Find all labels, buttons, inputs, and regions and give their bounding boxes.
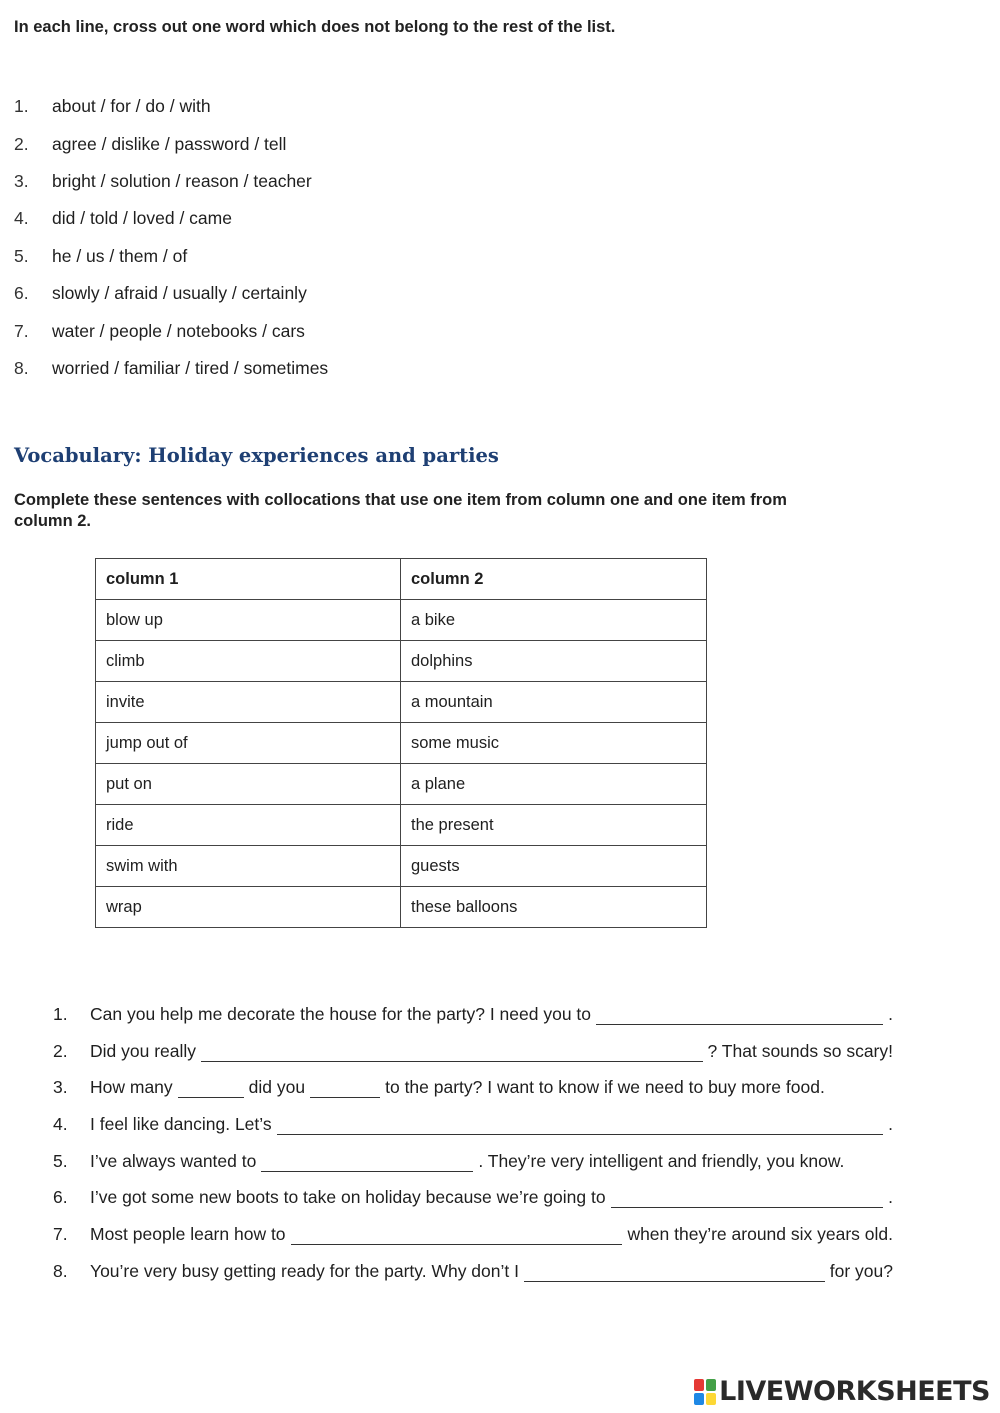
answer-blank[interactable] <box>261 1156 473 1172</box>
list-item: 2. agree / dislike / password / tell <box>14 133 287 154</box>
instruction-cross-out: In each line, cross out one word which does not belong to the rest of the list. <box>14 18 616 36</box>
table-row: wrap these balloons <box>96 887 707 928</box>
instruction-collocations: Complete these sentences with collocations that use one item from column one and one item from column 2. <box>14 491 787 530</box>
liveworksheets-logo-icon <box>694 1379 716 1405</box>
column-1-header: column 1 <box>96 559 401 600</box>
section-heading: Vocabulary: Holiday experiences and parties <box>14 444 499 467</box>
logo-square-red <box>694 1379 704 1391</box>
sentence-item: 5. I’ve always wanted to . They’re very intelligent and friendly, you know. <box>53 1150 845 1171</box>
sentence-item: 2. Did you really ? That sounds so scary! <box>53 1040 893 1061</box>
sentence-item: 6. I’ve got some new boots to take on holiday because we’re going to . <box>53 1187 893 1208</box>
answer-blank[interactable] <box>178 1082 244 1098</box>
answer-blank[interactable] <box>524 1266 825 1282</box>
cross-out-list <box>14 88 714 387</box>
table-row: climb dolphins <box>96 641 707 682</box>
list-item: 1. about / for / do / with <box>14 96 211 117</box>
collocation-table <box>95 558 707 928</box>
sentence-item: 7. Most people learn how to when they’re around six years old. <box>53 1223 893 1244</box>
sentence-item: 3. How many did you to the party? I want to know if we need to buy more food. <box>53 1077 825 1098</box>
list-item: 6. slowly / afraid / usually / certainly <box>14 283 307 304</box>
table-row: ride the present <box>96 805 707 846</box>
answer-blank[interactable] <box>201 1046 703 1062</box>
logo-square-yellow <box>706 1393 716 1405</box>
list-item: 5. he / us / them / of <box>14 245 188 266</box>
answer-blank[interactable] <box>611 1192 884 1208</box>
logo-square-blue <box>694 1393 704 1405</box>
answer-blank[interactable] <box>596 1009 883 1025</box>
sentence-list <box>53 996 893 1290</box>
list-item: 7. water / people / notebooks / cars <box>14 320 305 341</box>
list-item: 8. worried / familiar / tired / sometimes <box>14 357 329 378</box>
brand-name: LIVEWORKSHEETS <box>719 1376 990 1407</box>
sentence-item: 4. I feel like dancing. Let’s . <box>53 1113 893 1134</box>
answer-blank[interactable] <box>291 1229 623 1245</box>
table-header-row <box>96 559 707 600</box>
answer-blank[interactable] <box>277 1119 884 1135</box>
table-row: put on a plane <box>96 764 707 805</box>
table-row: invite a mountain <box>96 682 707 723</box>
liveworksheets-logo[interactable] <box>694 1376 990 1407</box>
logo-square-green <box>706 1379 716 1391</box>
answer-blank[interactable] <box>310 1082 380 1098</box>
table-row: swim with guests <box>96 846 707 887</box>
list-item: 4. did / told / loved / came <box>14 208 232 229</box>
table-row: blow up a bike <box>96 600 707 641</box>
list-item: 3. bright / solution / reason / teacher <box>14 170 312 191</box>
column-2-header: column 2 <box>401 559 707 600</box>
sentence-item: 8. You’re very busy getting ready for the party. Why don’t I for you? <box>53 1260 893 1281</box>
table-row: jump out of some music <box>96 723 707 764</box>
sentence-item: 1. Can you help me decorate the house for the party? I need you to . <box>53 1003 893 1024</box>
